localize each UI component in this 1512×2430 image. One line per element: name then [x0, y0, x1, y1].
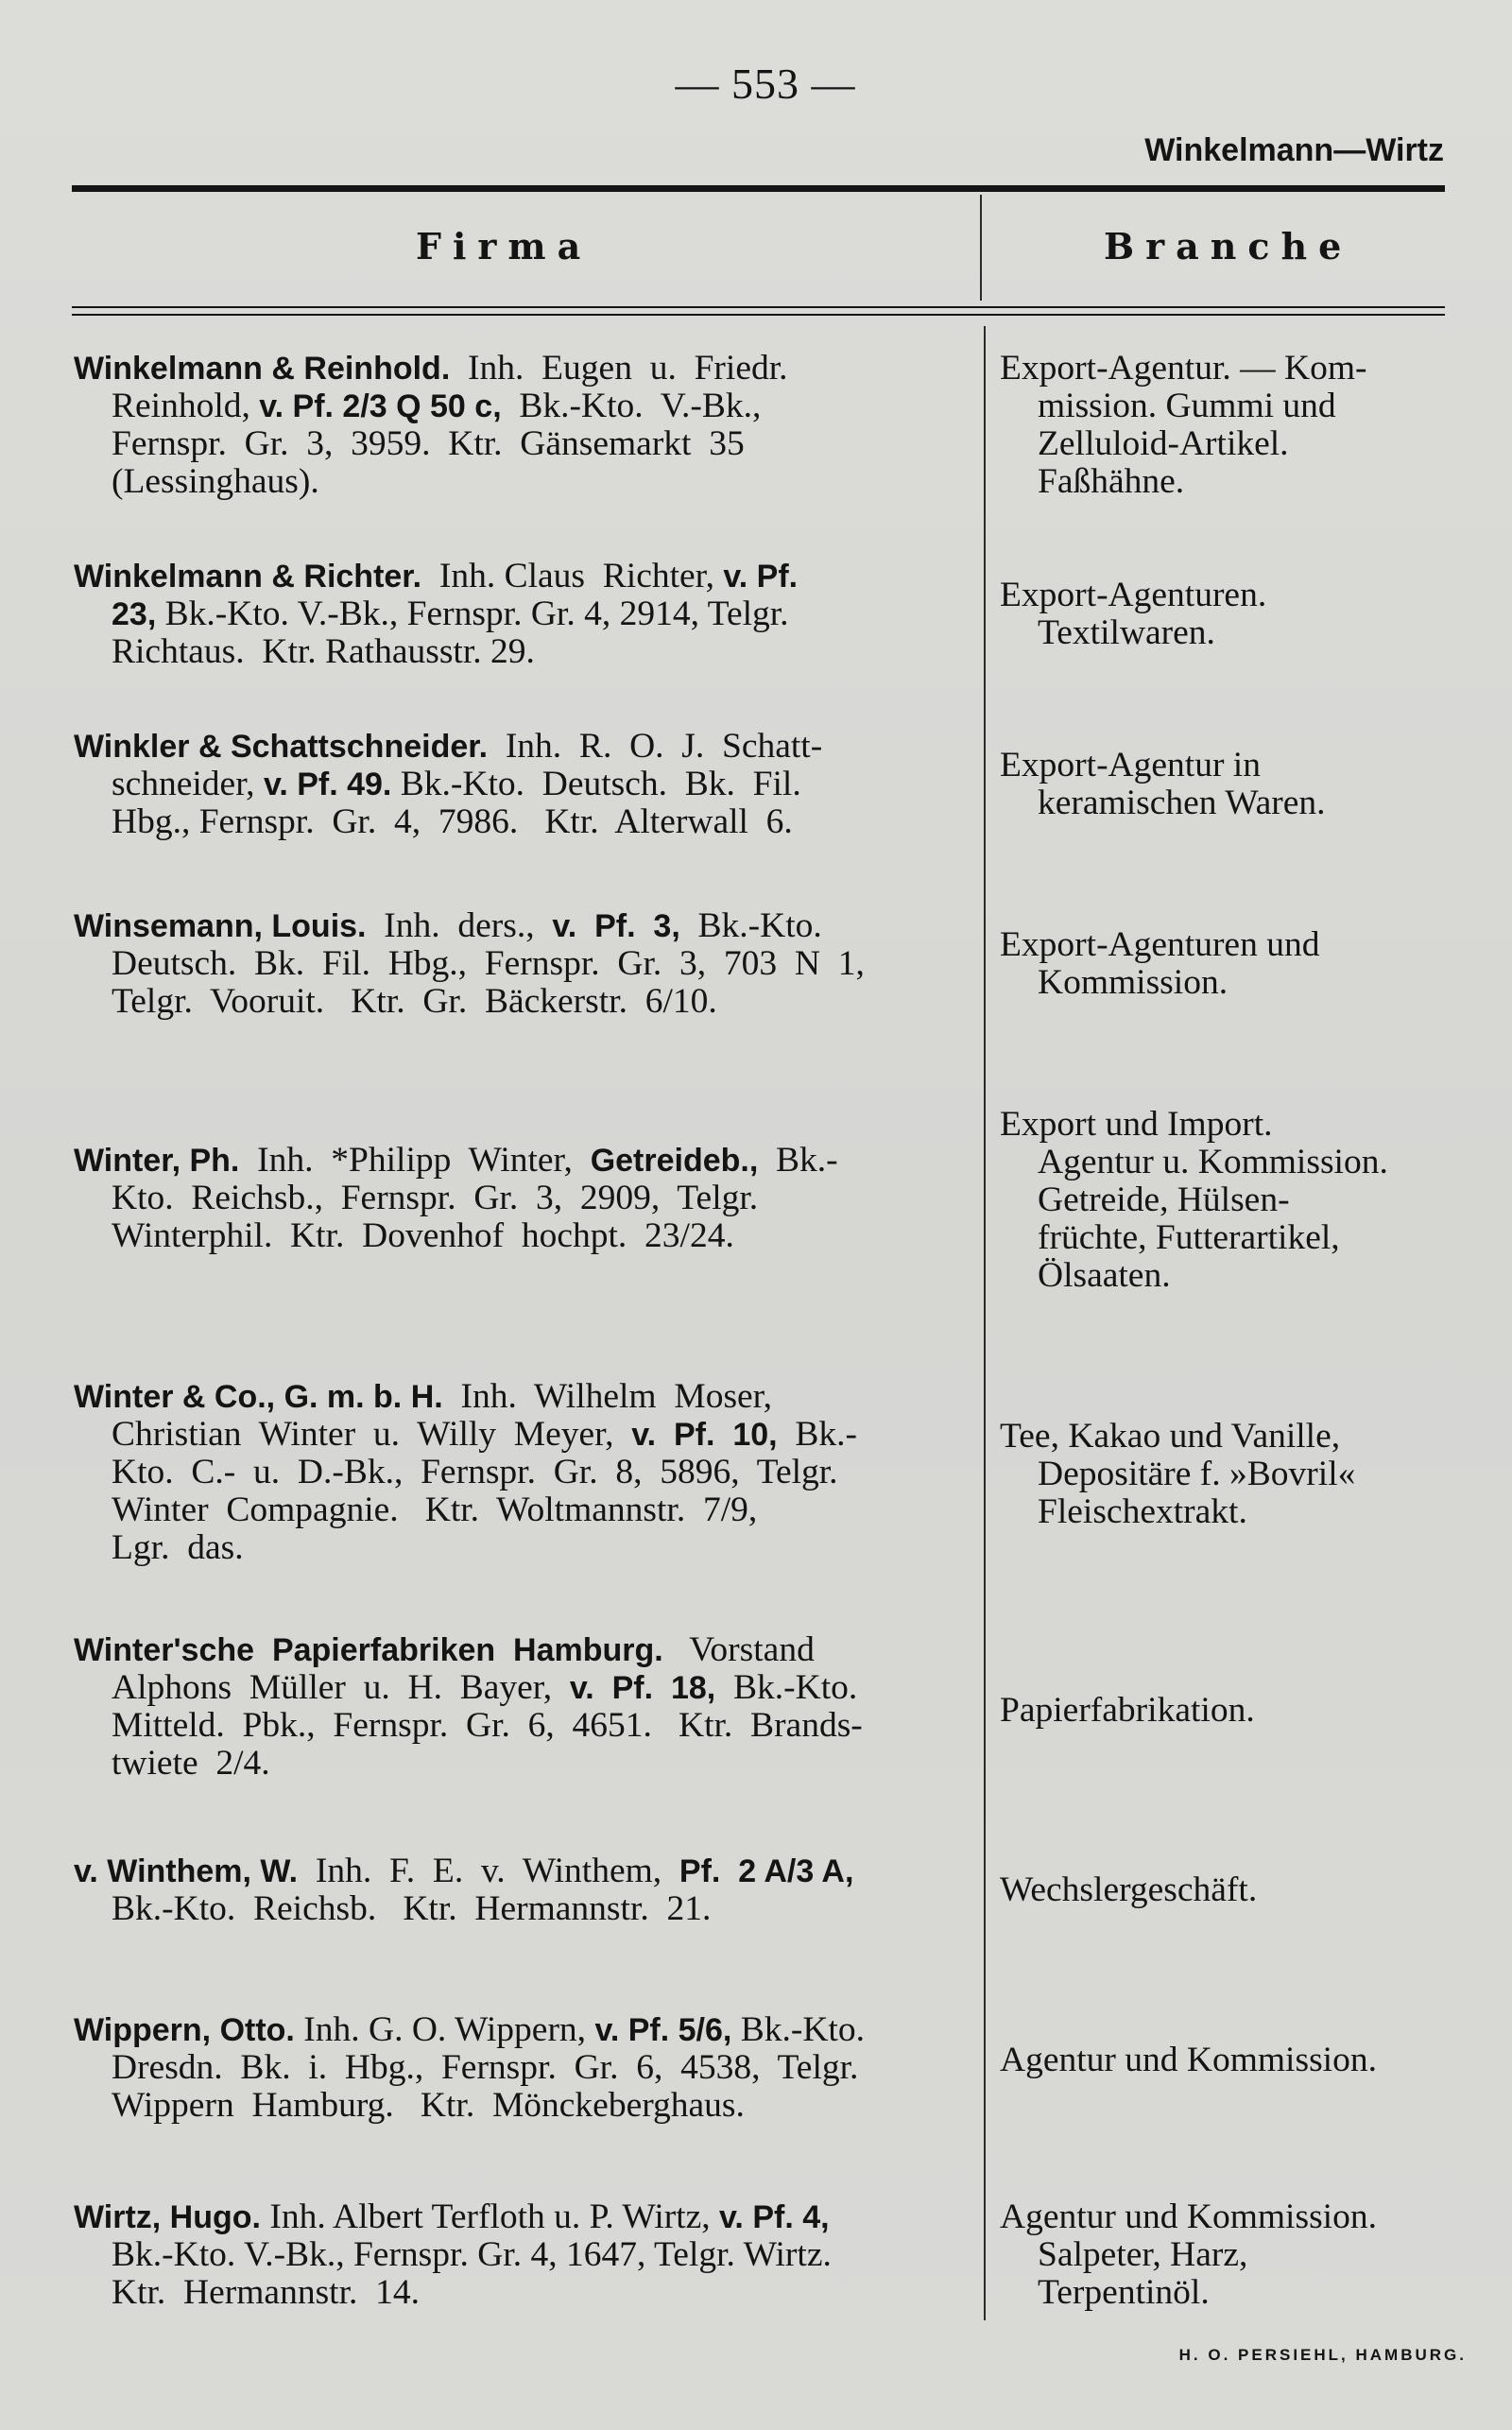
header-branche: Branche: [1104, 225, 1353, 267]
firma-bold-text: Pf. 2 A/3 A,: [679, 1853, 854, 1889]
firma-line: [74, 425, 976, 463]
branche-line: Faßhähne.: [1038, 462, 1185, 501]
branche-line: Export-Agentur. — Kom-: [1000, 349, 1367, 388]
top-rule: [72, 185, 1445, 192]
firma-text: Bk.-Kto.: [679, 906, 822, 945]
firma-bold-text: v. Pf.: [723, 559, 799, 595]
firma-line: [74, 2011, 976, 2049]
firma-text: Winter Compagnie. Ktr. Woltmannstr. 7/9,: [112, 1491, 758, 1529]
firma-line: [74, 907, 976, 945]
branche-line: Export-Agenturen und: [1000, 925, 1320, 964]
header-firma: Firma: [416, 225, 593, 267]
firma-text: Inh. *Philipp Winter,: [239, 1141, 591, 1180]
header-rule-upper: [72, 306, 1445, 308]
firma-line: [74, 1707, 976, 1745]
branche-line: Textilwaren.: [1038, 613, 1215, 652]
firma-text: Inh. F. E. v. Winthem,: [298, 1852, 679, 1890]
firma-bold-text: 23,: [112, 596, 157, 632]
branche-line: Fleischextrakt.: [1038, 1492, 1247, 1531]
firma-name: Winkelmann & Reinhold.: [74, 351, 451, 387]
firma-text: Lgr. das.: [112, 1528, 244, 1567]
branche-entry: [1000, 577, 1472, 652]
firma-line: [74, 2049, 976, 2087]
firma-line: [74, 558, 976, 595]
firma-bold-text: v. Pf. 2/3 Q 50 c,: [259, 388, 502, 424]
firma-text: (Lessinghaus).: [112, 462, 319, 501]
firma-text: Inh. Albert Terfloth u. P. Wirtz,: [261, 2197, 720, 2236]
firma-line: [74, 803, 976, 841]
firma-name: v. Winthem, W.: [74, 1853, 299, 1889]
firma-line: [74, 1454, 976, 1491]
firma-text: Reinhold,: [112, 387, 260, 425]
firma-bold-text: v. Pf. 4,: [719, 2199, 830, 2235]
firma-entry: [74, 350, 976, 501]
firma-name: Winsemann, Louis.: [74, 908, 367, 944]
branche-line: Salpeter, Harz,: [1038, 2235, 1248, 2274]
firma-line: [74, 2087, 976, 2125]
firma-line: [74, 1142, 976, 1180]
branche-line: Terpentinöl.: [1038, 2273, 1210, 2312]
branche-line: Wechslergeschäft.: [1000, 1870, 1258, 1909]
firma-bold-text: v. Pf. 5/6,: [594, 2012, 732, 2048]
firma-bold-text: v. Pf. 3,: [552, 908, 680, 944]
firma-entry: [74, 1853, 976, 1928]
firma-line: [74, 1180, 976, 1217]
firma-line: [74, 1217, 976, 1255]
firma-bold-text: v. Pf. 18,: [569, 1670, 716, 1706]
firma-text: Inh. G. O. Wippern,: [294, 2010, 595, 2049]
firma-text: Kto. Reichsb., Fernspr. Gr. 3, 2909, Telgr.: [112, 1179, 759, 1217]
firma-text: schneider,: [112, 765, 264, 803]
firma-text: Bk.-Kto. Reichsb. Ktr. Hermannstr. 21.: [112, 1889, 712, 1928]
branche-entry: [1000, 1871, 1472, 1909]
firma-line: [74, 388, 976, 425]
firma-bold-text: Getreideb.,: [590, 1143, 759, 1179]
column-divider: [984, 326, 986, 2320]
firma-line: [74, 728, 976, 766]
firma-name: Winkelmann & Richter.: [74, 559, 422, 595]
firma-text: Inh. R. O. J. Schatt-: [488, 727, 823, 766]
branche-line: früchte, Futterartikel,: [1038, 1218, 1340, 1257]
branche-line: Kommission.: [1038, 963, 1228, 1002]
firma-entry: [74, 728, 976, 841]
firma-line: [74, 1529, 976, 1567]
firma-text: Bk.-Kto. V.-Bk., Fernspr. Gr. 4, 1647, Telgr. Wirtz.: [112, 2235, 832, 2274]
header-rule-lower: [72, 314, 1445, 316]
branche-line: Tee, Kakao und Vanille,: [1000, 1417, 1341, 1456]
branche-line: Export und Import.: [1000, 1105, 1273, 1144]
firma-line: [74, 983, 976, 1021]
branche-entry: [1000, 747, 1472, 822]
firma-line: [74, 1745, 976, 1783]
branche-entry: [1000, 2042, 1472, 2079]
branche-line: Export-Agenturen.: [1000, 576, 1267, 614]
firma-text: Ktr. Hermannstr. 14.: [112, 2273, 421, 2312]
firma-text: Inh. Claus Richter,: [421, 557, 724, 595]
firma-text: Bk.-Kto.: [715, 1668, 858, 1707]
firma-line: [74, 1890, 976, 1928]
firma-text: Bk.-Kto. V.-Bk., Fernspr. Gr. 4, 2914, Telgr.: [156, 595, 789, 633]
firma-entry: [74, 1142, 976, 1255]
firma-text: Bk.-Kto.: [731, 2010, 865, 2049]
firma-entry: [74, 1378, 976, 1567]
firma-text: Hbg., Fernspr. Gr. 4, 7986. Ktr. Alterwall 6.: [112, 802, 793, 841]
firma-text: Deutsch. Bk. Fil. Hbg., Fernspr. Gr. 3, 703 N 1,: [112, 944, 865, 983]
firma-name: Winter, Ph.: [74, 1143, 240, 1179]
firma-name: Wirtz, Hugo.: [74, 2199, 261, 2235]
firma-text: Richtaus. Ktr. Rathausstr. 29.: [112, 632, 535, 671]
firma-text: Winterphil. Ktr. Dovenhof hochpt. 23/24.: [112, 1216, 734, 1255]
branche-line: Agentur und Kommission.: [1000, 2041, 1377, 2079]
page-number: — 553 —: [675, 60, 856, 108]
firma-line: [74, 766, 976, 803]
firma-line: [74, 633, 976, 671]
branche-entry: [1000, 1106, 1472, 1295]
firma-name: Winkler & Schattschneider.: [74, 729, 489, 765]
firma-text: Kto. C.- u. D.-Bk., Fernspr. Gr. 8, 5896, Telgr.: [112, 1453, 838, 1491]
firma-entry: [74, 1631, 976, 1783]
firma-bold-text: v. Pf. 10,: [631, 1417, 778, 1453]
firma-line: [74, 595, 976, 633]
firma-text: Fernspr. Gr. 3, 3959. Ktr. Gänsemarkt 35: [112, 424, 745, 463]
firma-text: Inh. ders.,: [366, 906, 553, 945]
firma-line: [74, 2236, 976, 2274]
firma-entry: [74, 558, 976, 671]
firma-line: [74, 1853, 976, 1890]
branche-entry: [1000, 350, 1472, 501]
firma-line: [74, 2198, 976, 2236]
branche-line: Zelluloid-Artikel.: [1038, 424, 1289, 463]
firma-entry: [74, 907, 976, 1021]
firma-line: [74, 1416, 976, 1454]
firma-text: Inh. Wilhelm Moser,: [442, 1377, 773, 1416]
branche-line: Export-Agentur in: [1000, 746, 1261, 784]
firma-text: Wippern Hamburg. Ktr. Mönckeberghaus.: [112, 2086, 745, 2125]
firma-text: Bk.-Kto. Deutsch. Bk. Fil.: [391, 765, 801, 803]
firma-bold-text: v. Pf. 49.: [263, 767, 392, 802]
firma-name: Winter & Co., G. m. b. H.: [74, 1379, 443, 1415]
firma-entry: [74, 2011, 976, 2125]
firma-text: Bk.-: [758, 1141, 838, 1180]
branche-line: Ölsaaten.: [1038, 1256, 1171, 1295]
branche-line: Papierfabrikation.: [1000, 1691, 1255, 1730]
branche-entry: [1000, 926, 1472, 1002]
firma-text: Telgr. Vooruit. Ktr. Gr. Bäckerstr. 6/10.: [112, 982, 717, 1021]
header-column-divider: [980, 195, 982, 301]
running-head: Winkelmann—Wirtz: [1144, 132, 1444, 168]
firma-text: Dresdn. Bk. i. Hbg., Fernspr. Gr. 6, 4538, Telgr.: [112, 2048, 859, 2087]
firma-line: [74, 1669, 976, 1707]
firma-line: [74, 463, 976, 501]
firma-text: Vorstand: [662, 1630, 815, 1669]
printer-imprint: H. O. PERSIEHL, HAMBURG.: [1178, 2346, 1467, 2364]
firma-line: [74, 2274, 976, 2312]
branche-line: Agentur und Kommission.: [1000, 2197, 1377, 2236]
firma-name: Winter'sche Papierfabriken Hamburg.: [74, 1632, 663, 1668]
branche-line: keramischen Waren.: [1038, 784, 1326, 822]
firma-line: [74, 1378, 976, 1416]
firma-line: [74, 945, 976, 983]
branche-line: Getreide, Hülsen-: [1038, 1181, 1290, 1219]
firma-text: Bk.-Kto. V.-Bk.,: [501, 387, 762, 425]
firma-text: twiete 2/4.: [112, 1744, 270, 1783]
branche-line: Depositäre f. »Bovril«: [1038, 1455, 1356, 1493]
branche-entry: [1000, 1418, 1472, 1531]
branche-line: Agentur u. Kommission.: [1038, 1143, 1388, 1181]
firma-text: Christian Winter u. Willy Meyer,: [112, 1415, 632, 1454]
firma-text: Bk.-: [777, 1415, 857, 1454]
firma-text: Alphons Müller u. H. Bayer,: [112, 1668, 570, 1707]
firma-line: [74, 1491, 976, 1529]
branche-entry: [1000, 1692, 1472, 1730]
firma-line: [74, 350, 976, 388]
branche-entry: [1000, 2198, 1472, 2312]
firma-line: [74, 1631, 976, 1669]
firma-name: Wippern, Otto.: [74, 2012, 295, 2048]
branche-line: mission. Gummi und: [1038, 387, 1336, 425]
firma-entry: [74, 2198, 976, 2312]
firma-text: Inh. Eugen u. Friedr.: [450, 349, 788, 388]
firma-text: Mitteld. Pbk., Fernspr. Gr. 6, 4651. Ktr. Brands-: [112, 1706, 863, 1745]
